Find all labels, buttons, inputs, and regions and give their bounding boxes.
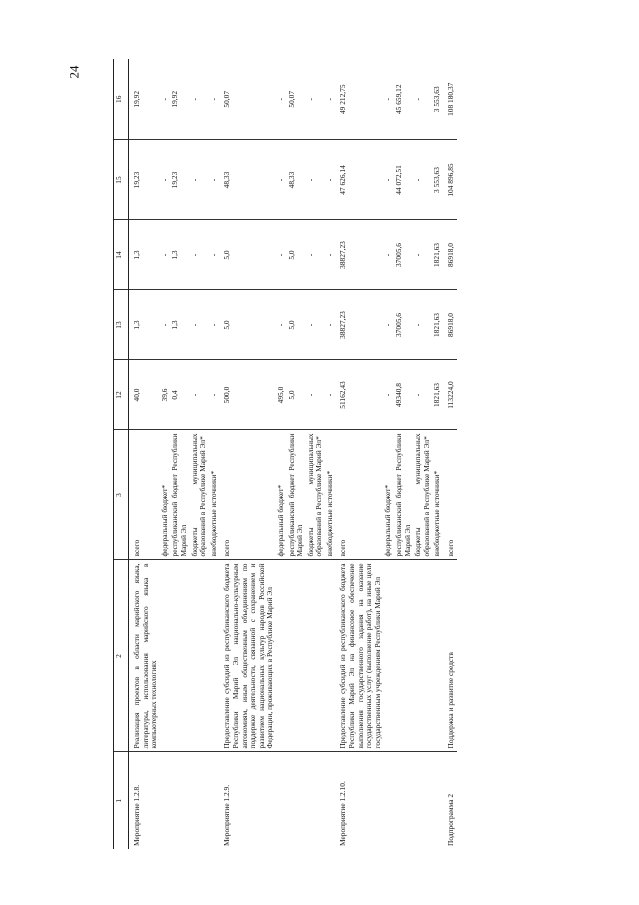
value-cell: 104 896,85 bbox=[443, 140, 457, 220]
value-cell: - bbox=[413, 220, 432, 290]
source-cell: внебюджетные источники* bbox=[432, 430, 443, 560]
program-code-cell bbox=[287, 752, 306, 849]
value-cell: - bbox=[383, 220, 394, 290]
value-cell: - bbox=[190, 290, 209, 360]
source-cell: республиканский бюджет Республики Марий Эл bbox=[287, 430, 306, 560]
table-row bbox=[129, 59, 160, 849]
source-cell: всего bbox=[335, 430, 383, 560]
description-cell bbox=[170, 560, 189, 752]
program-code-cell bbox=[209, 752, 220, 849]
program-code-cell bbox=[276, 752, 287, 849]
value-cell: - bbox=[190, 59, 209, 140]
source-cell: всего bbox=[443, 430, 457, 560]
program-code-cell bbox=[325, 752, 336, 849]
source-cell: федеральный бюджет* bbox=[276, 430, 287, 560]
value-cell: - bbox=[160, 59, 171, 140]
column-header: 16 bbox=[114, 59, 129, 140]
description-cell: Предоставление субсидий из республиканского бюджета Республики Марий Эл национально-культурным автономиям, иным общественным объединениям по поддержке деятельности, связанной с сохранением и развитием национальных культур народов Российской Федерации, проживающих в Республике Марий Эл bbox=[219, 560, 276, 752]
value-cell: - bbox=[190, 360, 209, 430]
description-cell bbox=[383, 560, 394, 752]
table-row bbox=[413, 59, 432, 849]
column-header: 13 bbox=[114, 290, 129, 360]
value-cell: 86918,0 bbox=[443, 290, 457, 360]
source-cell: внебюджетные источники* bbox=[209, 430, 220, 560]
value-cell: - bbox=[209, 59, 220, 140]
program-code-cell bbox=[170, 752, 189, 849]
program-code-cell: Мероприятие 1.2.10. bbox=[338, 781, 348, 846]
value-cell: 19,92 bbox=[170, 59, 189, 140]
table-row bbox=[287, 59, 306, 849]
value-cell: 1,3 bbox=[170, 220, 189, 290]
value-cell: 1821,63 bbox=[432, 290, 443, 360]
value-cell: - bbox=[413, 360, 432, 430]
table-row bbox=[325, 59, 336, 849]
value-cell: 1821,63 bbox=[432, 360, 443, 430]
value-cell: 5,0 bbox=[219, 290, 276, 360]
source-cell: бюджеты муниципальных образований в Республике Марий Эл* bbox=[306, 430, 325, 560]
value-cell: 19,92 bbox=[129, 59, 160, 140]
value-cell: - bbox=[413, 290, 432, 360]
value-cell: - bbox=[383, 59, 394, 140]
value-cell: 50,07 bbox=[287, 59, 306, 140]
source-cell: внебюджетные источники* bbox=[325, 430, 336, 560]
value-cell: 108 180,37 bbox=[443, 59, 457, 140]
value-cell: 49340,8 bbox=[394, 360, 413, 430]
header-row bbox=[114, 59, 129, 849]
description-cell bbox=[276, 560, 287, 752]
program-code-cell bbox=[394, 752, 413, 849]
program-code-cell: Мероприятие 1.2.9. bbox=[222, 784, 232, 846]
value-cell: 5,0 bbox=[219, 220, 276, 290]
source-cell: бюджеты муниципальных образований в Республике Марий Эл* bbox=[413, 430, 432, 560]
value-cell: 500,0 bbox=[219, 360, 276, 430]
page-number: 24 bbox=[66, 65, 82, 79]
value-cell: 495,0 bbox=[276, 360, 287, 430]
value-cell: - bbox=[160, 140, 171, 220]
value-cell: 5,0 bbox=[287, 220, 306, 290]
table-row bbox=[394, 59, 413, 849]
value-cell: 19,23 bbox=[129, 140, 160, 220]
value-cell: - bbox=[325, 220, 336, 290]
value-cell: - bbox=[413, 59, 432, 140]
table-row bbox=[209, 59, 220, 849]
value-cell: 51162,43 bbox=[335, 360, 383, 430]
value-cell: - bbox=[306, 220, 325, 290]
table-row bbox=[190, 59, 209, 849]
table-row bbox=[443, 59, 457, 849]
value-cell: - bbox=[383, 290, 394, 360]
value-cell: 1,3 bbox=[170, 290, 189, 360]
value-cell: 37005,6 bbox=[394, 220, 413, 290]
description-cell bbox=[413, 560, 432, 752]
value-cell: 39,6 bbox=[160, 360, 171, 430]
description-cell bbox=[432, 560, 443, 752]
source-cell: всего bbox=[219, 430, 276, 560]
program-code-cell bbox=[383, 752, 394, 849]
value-cell: - bbox=[306, 360, 325, 430]
column-header: 14 bbox=[114, 220, 129, 290]
description-cell bbox=[394, 560, 413, 752]
value-cell: - bbox=[209, 140, 220, 220]
value-cell: 113224,0 bbox=[443, 360, 457, 430]
value-cell: 1,3 bbox=[129, 290, 160, 360]
table-row bbox=[335, 59, 383, 849]
value-cell: 3 553,63 bbox=[432, 59, 443, 140]
source-cell: бюджеты муниципальных образований в Республике Марий Эл* bbox=[190, 430, 209, 560]
value-cell: 40,0 bbox=[129, 360, 160, 430]
value-cell: - bbox=[306, 140, 325, 220]
table-row bbox=[432, 59, 443, 849]
value-cell: 50,07 bbox=[219, 59, 276, 140]
column-header: 3 bbox=[114, 430, 129, 560]
value-cell: 48,33 bbox=[219, 140, 276, 220]
program-code-cell: Подпрограмма 2 bbox=[446, 793, 455, 846]
value-cell: 45 659,12 bbox=[394, 59, 413, 140]
value-cell: - bbox=[276, 140, 287, 220]
description-cell bbox=[306, 560, 325, 752]
column-header: 2 bbox=[114, 560, 129, 752]
column-header: 15 bbox=[114, 140, 129, 220]
program-code-cell bbox=[160, 752, 171, 849]
program-code-cell bbox=[190, 752, 209, 849]
description-cell bbox=[287, 560, 306, 752]
value-cell: - bbox=[276, 290, 287, 360]
description-cell bbox=[190, 560, 209, 752]
table-row bbox=[219, 59, 276, 849]
description-cell: Реализация проектов в области марийского языка, литературы, использования марийского языка в компьютерных технологиях bbox=[129, 560, 160, 752]
value-cell: 47 626,14 bbox=[335, 140, 383, 220]
value-cell: 5,0 bbox=[287, 360, 306, 430]
value-cell: 5,0 bbox=[287, 290, 306, 360]
value-cell: - bbox=[383, 140, 394, 220]
value-cell: 86918,0 bbox=[443, 220, 457, 290]
value-cell: - bbox=[413, 140, 432, 220]
value-cell: 37005,6 bbox=[394, 290, 413, 360]
table-row bbox=[276, 59, 287, 849]
source-cell: федеральный бюджет* bbox=[383, 430, 394, 560]
source-cell: всего bbox=[129, 430, 160, 560]
value-cell: - bbox=[325, 140, 336, 220]
table-row bbox=[170, 59, 189, 849]
value-cell: - bbox=[209, 290, 220, 360]
value-cell: - bbox=[306, 290, 325, 360]
value-cell: 38827,23 bbox=[335, 220, 383, 290]
program-code-cell bbox=[306, 752, 325, 849]
table-row bbox=[306, 59, 325, 849]
description-cell bbox=[209, 560, 220, 752]
value-cell: 38827,23 bbox=[335, 290, 383, 360]
value-cell: 19,23 bbox=[170, 140, 189, 220]
value-cell: - bbox=[383, 360, 394, 430]
column-header: 12 bbox=[114, 360, 129, 430]
value-cell: - bbox=[276, 220, 287, 290]
program-code-cell bbox=[413, 752, 432, 849]
value-cell: 44 072,51 bbox=[394, 140, 413, 220]
source-cell: республиканский бюджет Республики Марий Эл bbox=[170, 430, 189, 560]
value-cell: - bbox=[325, 360, 336, 430]
value-cell: - bbox=[325, 290, 336, 360]
value-cell: - bbox=[306, 59, 325, 140]
value-cell: 0,4 bbox=[170, 360, 189, 430]
value-cell: 3 553,63 bbox=[432, 140, 443, 220]
value-cell: - bbox=[209, 220, 220, 290]
program-code-cell bbox=[432, 752, 443, 849]
source-cell: республиканский бюджет Республики Марий Эл bbox=[394, 430, 413, 560]
value-cell: - bbox=[209, 360, 220, 430]
budget-table bbox=[113, 59, 457, 849]
description-cell bbox=[160, 560, 171, 752]
value-cell: - bbox=[160, 220, 171, 290]
value-cell: 1821,63 bbox=[432, 220, 443, 290]
rotated-page bbox=[113, 59, 523, 849]
value-cell: 48,33 bbox=[287, 140, 306, 220]
value-cell: - bbox=[325, 59, 336, 140]
value-cell: 1,3 bbox=[129, 220, 160, 290]
table-row bbox=[383, 59, 394, 849]
description-cell bbox=[325, 560, 336, 752]
description-cell: Предоставление субсидий из республиканского бюджета Республики Марий Эл на финансовое обеспечение выполнения государственного задания на оказание государственных услуг (выполнение работ), на иные цели государственным учреждениям Республики Марий Эл bbox=[335, 560, 383, 752]
column-header: 1 bbox=[114, 752, 129, 849]
value-cell: - bbox=[190, 140, 209, 220]
value-cell: 49 212,75 bbox=[335, 59, 383, 140]
source-cell: федеральный бюджет* bbox=[160, 430, 171, 560]
value-cell: - bbox=[276, 59, 287, 140]
value-cell: - bbox=[160, 290, 171, 360]
table-row bbox=[160, 59, 171, 849]
description-cell: Поддержка и развитие средств bbox=[443, 560, 457, 752]
value-cell: - bbox=[190, 220, 209, 290]
program-code-cell: Мероприятие 1.2.8. bbox=[132, 784, 141, 846]
